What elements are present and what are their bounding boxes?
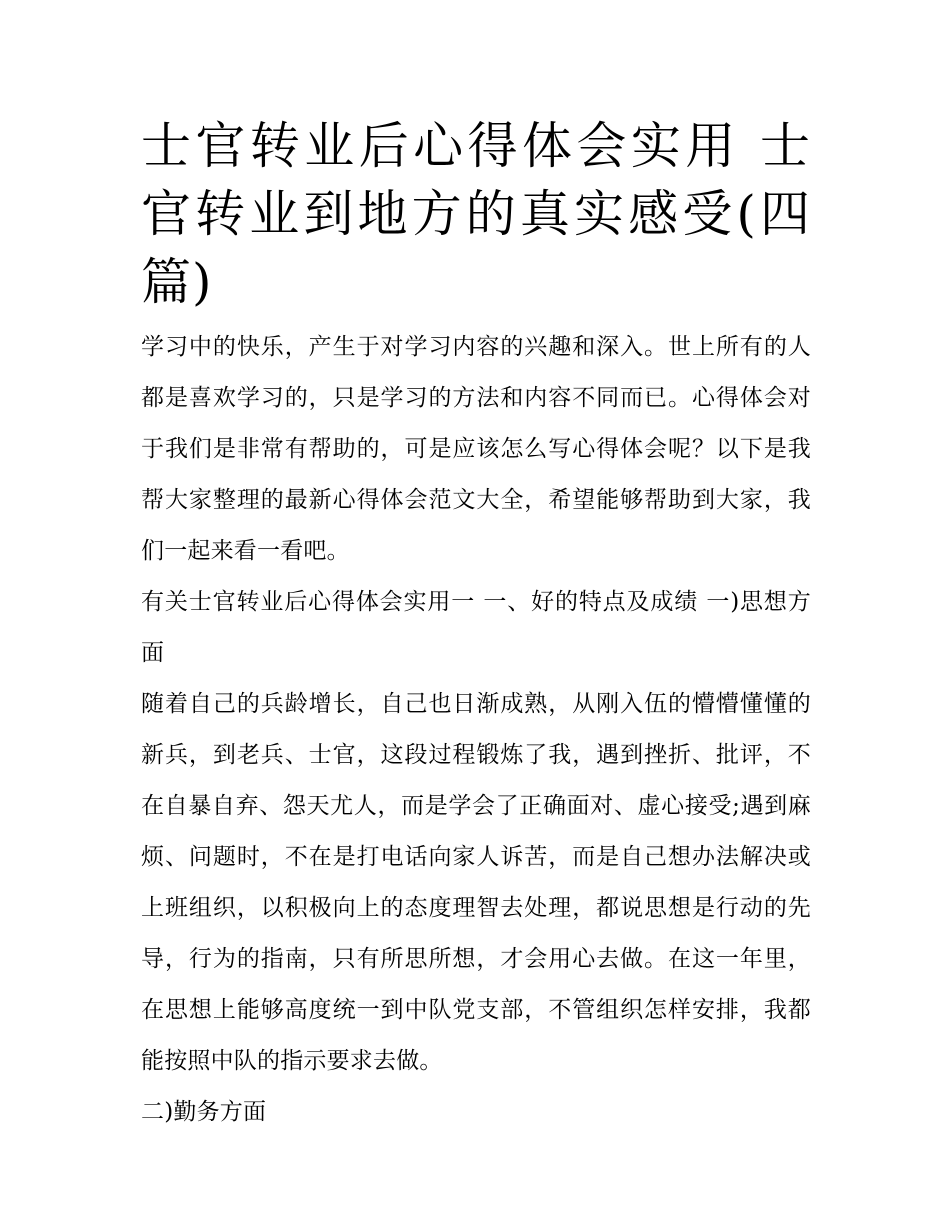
section-heading-thought: 有关士官转业后心得体会实用一 一、好的特点及成绩 一)思想方面 <box>141 589 811 666</box>
thought-paragraph: 随着自己的兵龄增长，自己也日渐成熟，从刚入伍的懵懵懂懂的新兵，到老兵、士官，这段过程锻炼了我，遇到挫折、批评，不在自暴自弃、怨天尤人，而是学会了正确面对、虚心接受;遇到麻烦、问题时，不在是打电话向家人诉苦，而是自己想办法解决或上班组织，以积极向上的态度理智去处理，都说思想是行动的先导，行为的指南，只有所思所想，才会用心去做。在这一年里，在思想上能够高度统一到中队党支部，不管组织怎样安排，我都能按照中队的指示要求去做。 <box>141 691 811 1074</box>
document-body <box>141 112 811 1138</box>
intro-paragraph: 学习中的快乐，产生于对学习内容的兴趣和深入。世上所有的人都是喜欢学习的，只是学习的方法和内容不同而已。心得体会对于我们是非常有帮助的，可是应该怎么写心得体会呢？以下是我帮大家整理的最新心得体会范文大全，希望能够帮助到大家，我们一起来看一看吧。 <box>141 334 811 564</box>
document-title: 士官转业后心得体会实用 士官转业到地方的真实感受(四篇) <box>141 117 811 311</box>
section-heading-duty: 二)勤务方面 <box>141 1099 267 1125</box>
